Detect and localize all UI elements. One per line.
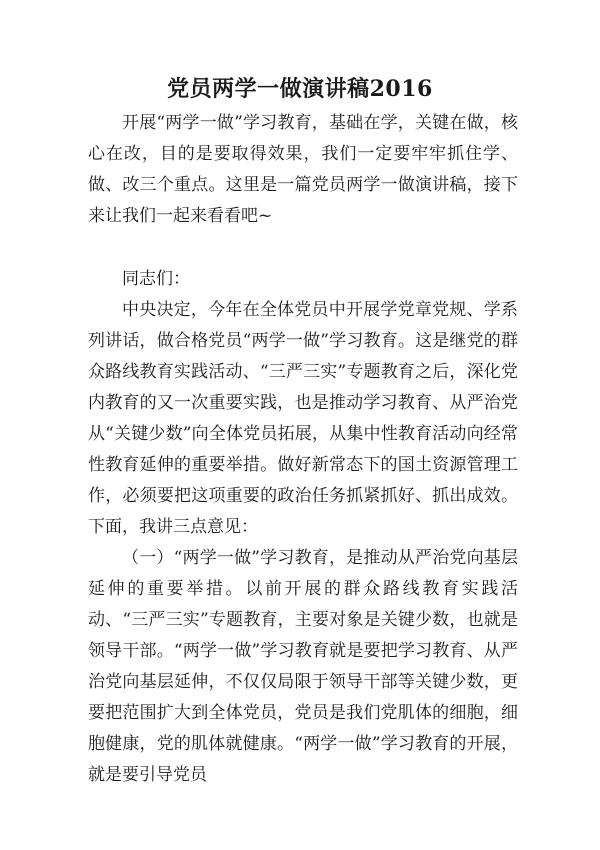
greeting-line: 同志们： (122, 269, 190, 289)
body-paragraph-2: （一）“两学一做”学习教育，是推动从严治党向基层延伸的重要举措。以前开展的群众路线教育实践活动、“三严三实”专题教育，主要对象是关键少数，也就是领导干部。“两学一做”学习教育就是要把学习教育、从严治党向基层延伸，不仅仅局限于领导干部等关键少数，更要把范围扩大到全体党员，党员是我们党肌体的细胞，细胞健康，党的肌体就健康。“两学一做”学习教育的开展，就是要引导党员 (88, 548, 518, 785)
intro-paragraph: 开展“两学一做”学习教育，基础在学，关键在做，核心在改，目的是要取得效果，我们一定要牢牢抓住学、做、改三个重点。这里是一篇党员两学一做演讲稿，接下来让我们一起来看看吧~ (88, 113, 518, 226)
body-paragraph-1: 中央决定，今年在全体党员中开展学党章党规、学系列讲话，做合格党员“两学一做”学习教育。这是继党的群众路线教育实践活动、“三严三实”专题教育之后，深化党内教育的又一次重要实践，也是推动学习教育、从严治党从“关键少数”向全体党员拓展，从集中性教育活动向经常性教育延伸的重要举措。做好新常态下的国土资源管理工作，必须要把这项重要的政治任务抓紧抓好、抓出成效。下面，我讲三点意见： (88, 300, 518, 537)
document-title: 党员两学一做演讲稿2016 (167, 76, 433, 102)
